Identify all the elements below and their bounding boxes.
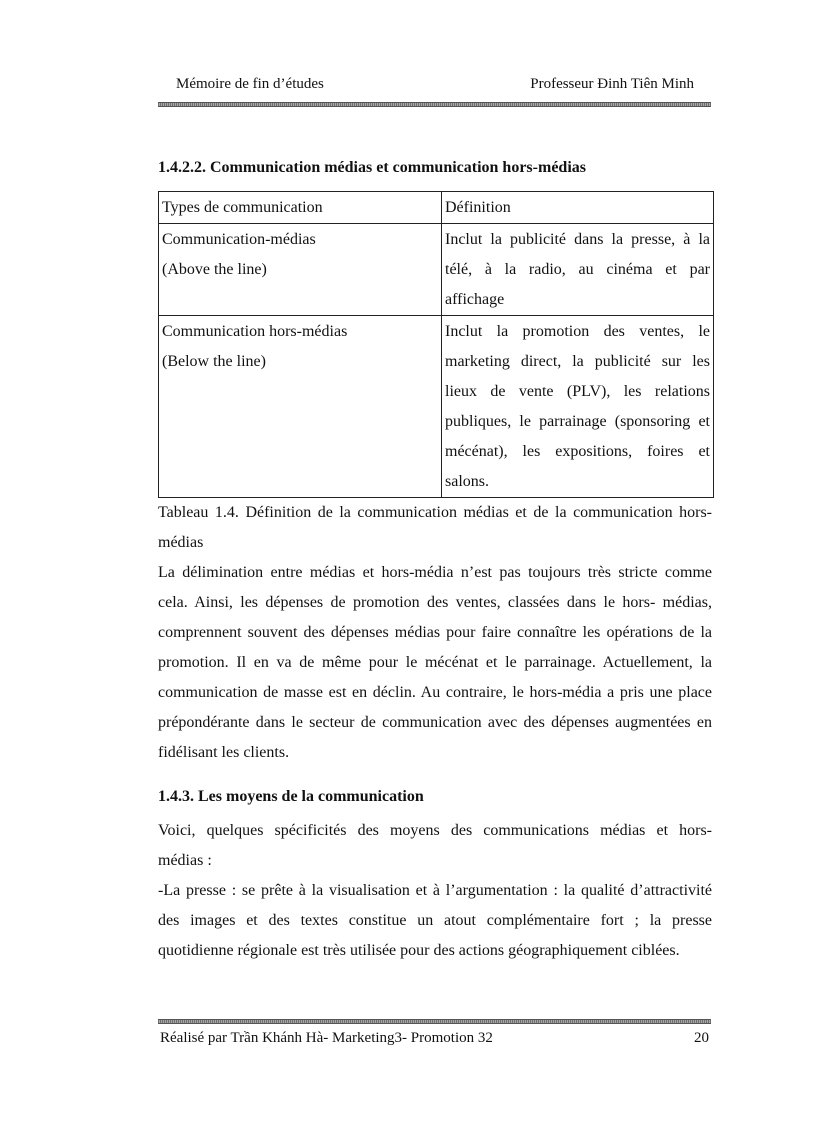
paragraph-line: fidélisant les clients. (158, 744, 290, 761)
paragraph-line: Voici, quelques spécificités des moyens des communications médias et hors- (158, 822, 712, 839)
paragraph-moyens (158, 816, 712, 966)
table-cell-line: Inclut la publicité dans la presse, à la (445, 231, 710, 248)
table-cell-line: salons. (445, 473, 489, 490)
paragraph-line: -La presse : se prête à la visualisation et à l’argumentation : la qualité d’attractivité (158, 882, 712, 899)
table-cell-line: (Above the line) (162, 261, 267, 278)
table-cell-line: lieux de vente (PLV), les relations (445, 383, 710, 400)
table-cell-line: mécénat), les expositions, foires et (445, 443, 710, 460)
table-row (159, 224, 714, 316)
table-caption (158, 498, 712, 558)
table-header-cell: Types de communication (159, 192, 442, 224)
page-header (158, 76, 710, 98)
table-cell-line: marketing direct, la publicité sur les (445, 353, 710, 370)
table-cell-line: Communication hors-médias (162, 323, 348, 340)
table-cell-line: Communication-médias (162, 231, 316, 248)
table-cell-definition (442, 224, 714, 316)
table-row (159, 316, 714, 498)
table-header-row (159, 192, 714, 224)
table-cell-line: affichage (445, 291, 505, 308)
section-heading-1-4-2-2: 1.4.2.2. Communication médias et communication hors-médias (158, 159, 586, 176)
table-cell-line: publiques, le parrainage (sponsoring et (445, 413, 710, 430)
table-header-cell: Définition (442, 192, 714, 224)
header-rule (158, 102, 711, 107)
table-cell-type (159, 316, 442, 498)
page-number: 20 (694, 1030, 709, 1046)
header-professor-name: Professeur Đinh Tiên Minh (530, 76, 694, 92)
footer-rule (158, 1019, 711, 1024)
paragraph-delimitation (158, 558, 712, 768)
table-cell-definition (442, 316, 714, 498)
section-heading-1-4-3: 1.4.3. Les moyens de la communication (158, 788, 424, 805)
communication-types-table (158, 191, 714, 498)
paragraph-line: promotion. Il en va de même pour le mécénat et le parrainage. Actuellement, la (158, 654, 712, 671)
table-cell-type (159, 224, 442, 316)
paragraph-line: prépondérante dans le secteur de communication avec des dépenses augmentées en (158, 714, 712, 731)
page-body (158, 156, 712, 966)
table-cell-line: télé, à la radio, au cinéma et par (445, 261, 710, 278)
paragraph-line: communication de masse est en déclin. Au contraire, le hors-média a pris une place (158, 684, 712, 701)
caption-line: Tableau 1.4. Définition de la communication médias et de la communication hors- (158, 504, 712, 521)
table-cell-line: (Below the line) (162, 353, 266, 370)
header-document-title: Mémoire de fin d’études (176, 76, 324, 92)
paragraph-line: comprennent souvent des dépenses médias pour faire connaître les opérations de la (158, 624, 712, 641)
caption-line: médias (158, 534, 204, 551)
footer-author: Réalisé par Trần Khánh Hà- Marketing3- Promotion 32 (160, 1030, 493, 1046)
table-cell-line: Inclut la promotion des ventes, le (445, 323, 710, 340)
paragraph-line: La délimination entre médias et hors-média n’est pas toujours très stricte comme (158, 564, 712, 581)
paragraph-line: médias : (158, 852, 212, 869)
paragraph-line: quotidienne régionale est très utilisée pour des actions géographiquement ciblées. (158, 942, 680, 959)
paragraph-line: des images et des textes constitue un atout complémentaire fort ; la presse (158, 912, 712, 929)
paragraph-line: cela. Ainsi, les dépenses de promotion des ventes, classées dans le hors- médias, (158, 594, 712, 611)
